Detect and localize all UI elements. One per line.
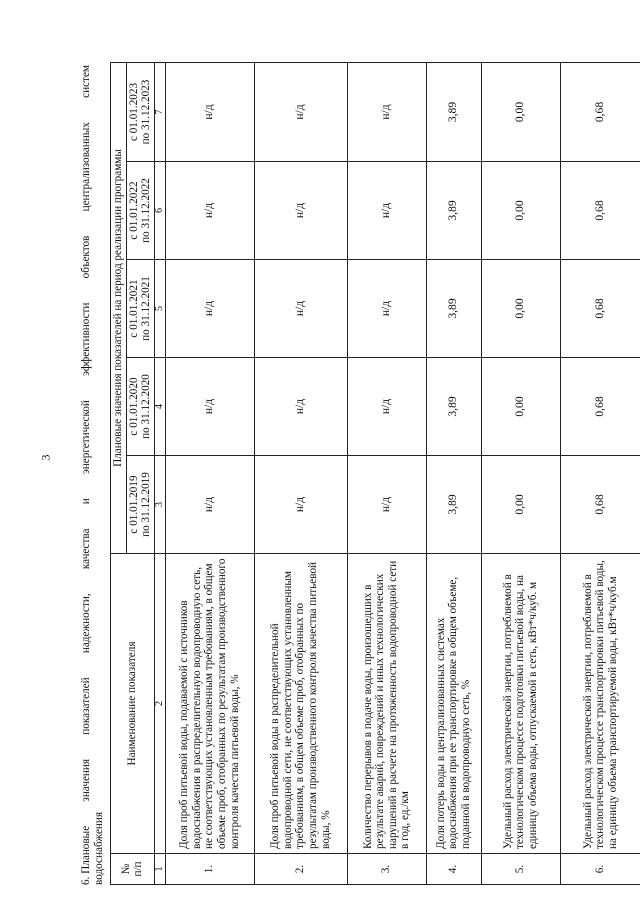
caption-word: качества	[80, 528, 92, 570]
row-num: 2.	[254, 854, 347, 885]
row-value: 0,00	[481, 162, 560, 260]
row-value: н/д	[165, 162, 254, 260]
col-index: 3	[154, 456, 165, 554]
caption-word: систем	[80, 65, 92, 98]
table-row	[165, 62, 254, 884]
caption-line-1	[80, 65, 93, 885]
caption-word: и	[80, 498, 92, 505]
header-period-group: Плановые значения показателей на период реализации программы	[111, 62, 127, 553]
row-value: н/д	[254, 358, 347, 456]
col-index: 4	[154, 358, 165, 456]
row-value: 0,00	[481, 260, 560, 358]
row-value: 0,68	[560, 62, 640, 161]
row-value: 3,89	[426, 162, 481, 260]
row-value: 0,68	[560, 162, 640, 260]
row-value: н/д	[254, 162, 347, 260]
row-value: 0,68	[560, 456, 640, 554]
header-index-row	[154, 62, 165, 884]
row-value: н/д	[347, 62, 426, 161]
col-index: 6	[154, 162, 165, 260]
row-value: 3,89	[426, 62, 481, 161]
row-value: н/д	[347, 260, 426, 358]
caption-line-2: водоснабжения	[93, 811, 105, 885]
header-row-group	[111, 62, 127, 884]
page-number: 3	[38, 454, 53, 461]
header-period-2021: с 01.01.2021 по 31.12.2021	[126, 260, 154, 358]
row-num: 1.	[165, 854, 254, 885]
row-value: н/д	[254, 260, 347, 358]
row-value: 0,68	[560, 260, 640, 358]
row-num: 6.	[560, 854, 640, 885]
row-name: Доля проб питьевой воды, подаваемой с источников водоснабжения в распределительную водопроводную сеть, не соответствующих установленным требованиям, в общем объеме проб, отобранных по результатам производственного контроля качества питьевой воды, %	[165, 554, 254, 854]
row-value: 3,89	[426, 358, 481, 456]
row-name: Количество перерывов в подаче воды, произошедших в результате аварий, повреждений и иных технологических нарушений в расчете на протяженность водопроводной сети в год, ед./км	[347, 554, 426, 854]
row-value: н/д	[165, 456, 254, 554]
caption-word: эффективности	[80, 302, 92, 376]
caption-word: 6. Плановые	[80, 825, 92, 885]
header-name: Наименование показателя	[111, 554, 155, 854]
header-num: № п/п	[111, 854, 155, 885]
row-num: 4.	[426, 854, 481, 885]
table-row	[481, 62, 560, 884]
row-value: н/д	[347, 456, 426, 554]
table-row	[560, 62, 640, 884]
row-name: Доля потерь воды в централизованных системах водоснабжения при ее транспортировке в общем объеме, поданной в водопроводную сеть, %	[426, 554, 481, 854]
row-value: 3,89	[426, 260, 481, 358]
row-num: 3.	[347, 854, 426, 885]
table-row	[347, 62, 426, 884]
rotated-page-content	[80, 65, 640, 885]
indicators-table	[110, 62, 640, 885]
row-value: н/д	[254, 62, 347, 161]
row-name: Удельный расход электрической энергии, потребляемой в технологическом процессе транспортировки питьевой воды, на единицу объема транспортируемой воды, кВт*ч/куб.м	[560, 554, 640, 854]
row-value: 0,00	[481, 358, 560, 456]
row-value: н/д	[347, 358, 426, 456]
row-value: 0,00	[481, 456, 560, 554]
row-value: 0,68	[560, 358, 640, 456]
caption-word: энергетической	[80, 400, 92, 475]
header-period-2022: с 01.01.2022 по 31.12.2022	[126, 162, 154, 260]
col-index: 1	[154, 854, 165, 885]
caption-word: значения	[80, 758, 92, 802]
header-period-2020: с 01.01.2020 по 31.12.2020	[126, 358, 154, 456]
section-caption	[80, 65, 106, 885]
table-row	[254, 62, 347, 884]
header-period-2023: с 01.01.2023 по 31.12.2023	[126, 62, 154, 161]
caption-word: показателей	[80, 677, 92, 735]
caption-word: объектов	[80, 235, 92, 279]
col-index: 7	[154, 62, 165, 161]
row-name: Удельный расход электрической энергии, потребляемой в технологическом процессе подготовки питьевой воды, на единицу объема воды, отпускаемой в сеть, кВт*ч/куб. м	[481, 554, 560, 854]
row-value: н/д	[165, 260, 254, 358]
row-value: 3,89	[426, 456, 481, 554]
row-value: н/д	[165, 358, 254, 456]
table-row	[426, 62, 481, 884]
header-period-2019: с 01.01.2019 по 31.12.2019	[126, 456, 154, 554]
row-name: Доля проб питьевой воды в распределительной водопроводной сети, не соответствующих установленным требованиям, в общем объеме проб, отобранных по результатам производственного контроля качества питьевой воды, %	[254, 554, 347, 854]
col-index: 5	[154, 260, 165, 358]
row-num: 5.	[481, 854, 560, 885]
caption-word: надежности,	[80, 593, 92, 654]
row-value: н/д	[347, 162, 426, 260]
row-value: н/д	[165, 62, 254, 161]
col-index: 2	[154, 554, 165, 854]
row-value: н/д	[254, 456, 347, 554]
caption-word: централизованных	[80, 122, 92, 212]
row-value: 0,00	[481, 62, 560, 161]
